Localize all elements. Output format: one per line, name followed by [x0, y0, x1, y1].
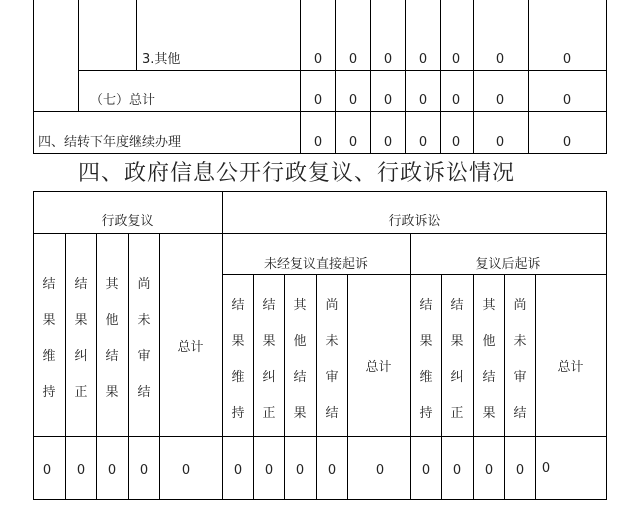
post-col-label: 其 他 结 果 [482, 298, 496, 421]
row-carryover-label: 四、结转下年度继续办理 [38, 135, 182, 150]
upper-col-5 [473, 0, 474, 153]
upper-border-right [606, 0, 607, 153]
row-other-value: 0 [451, 52, 461, 67]
row-carryover-value: 0 [313, 135, 323, 150]
direct-col-label: 其 他 结 果 [293, 298, 307, 421]
upper-hline-3 [33, 153, 607, 154]
admin-review-header: 行政复议 [101, 214, 154, 229]
admin-litigation-header: 行政诉讼 [388, 214, 441, 229]
row-other-label: 3.其他 [142, 52, 181, 67]
row-subtotal-value: 0 [562, 93, 572, 108]
lower-top-border [33, 191, 607, 192]
upper-border-left [33, 0, 34, 153]
post-col [504, 274, 505, 500]
review-col-label: 结 果 维 持 [42, 277, 56, 400]
row-other-value: 0 [383, 52, 393, 67]
review-total-value: 0 [181, 463, 191, 478]
row-carryover-value: 0 [451, 135, 461, 150]
direct-value: 0 [233, 463, 243, 478]
direct-col [253, 274, 254, 500]
direct-col [316, 274, 317, 500]
direct-col-label: 结 果 维 持 [231, 298, 245, 421]
review-col [65, 233, 66, 500]
direct-value: 0 [295, 463, 305, 478]
upper-col-1 [335, 0, 336, 153]
direct-litigation-header: 未经复议直接起诉 [263, 257, 368, 272]
row-subtotal-label: （七）总计 [90, 93, 156, 108]
post-total-label: 总计 [557, 360, 584, 375]
review-value: 0 [42, 463, 52, 478]
post-value: 0 [452, 463, 462, 478]
review-col [159, 233, 160, 500]
post-col-label: 尚 未 审 结 [513, 298, 527, 421]
upper-hline-2 [33, 111, 607, 112]
post-value: 0 [515, 463, 525, 478]
review-value: 0 [76, 463, 86, 478]
post-col [441, 274, 442, 500]
row-other-value: 0 [418, 52, 428, 67]
direct-total-label: 总计 [365, 360, 392, 375]
lower-subheader-sep [222, 274, 607, 275]
section-title: 四、政府信息公开行政复议、行政诉讼情况 [78, 161, 516, 186]
direct-post-divider [410, 233, 411, 500]
upper-col-6 [528, 0, 529, 153]
row-carryover-value: 0 [348, 135, 358, 150]
review-value: 0 [139, 463, 149, 478]
row-subtotal-value: 0 [451, 93, 461, 108]
upper-col-4 [440, 0, 441, 153]
review-value: 0 [107, 463, 117, 478]
row-carryover-value: 0 [418, 135, 428, 150]
direct-col-label: 尚 未 审 结 [325, 298, 339, 421]
review-total-label: 总计 [177, 340, 204, 355]
direct-value: 0 [264, 463, 274, 478]
row-carryover-value: 0 [383, 135, 393, 150]
post-value: 0 [484, 463, 494, 478]
review-col-label: 结 果 纠 正 [74, 277, 88, 400]
row-subtotal-value: 0 [313, 93, 323, 108]
lower-border-left [33, 191, 34, 500]
post-col-label: 结 果 纠 正 [450, 298, 464, 421]
upper-divider-item [136, 0, 137, 70]
lower-bottom-border [33, 499, 607, 500]
row-carryover-value: 0 [495, 135, 505, 150]
direct-total-value: 0 [375, 463, 385, 478]
row-other-value: 0 [495, 52, 505, 67]
lower-review-litigation-divider [222, 191, 223, 500]
review-col [128, 233, 129, 500]
lower-header-sep [33, 233, 607, 234]
review-col-label: 尚 未 审 结 [137, 277, 151, 400]
row-other-value: 0 [562, 52, 572, 67]
upper-col-3 [405, 0, 406, 153]
direct-col-label: 结 果 纠 正 [262, 298, 276, 421]
lower-border-right [606, 191, 607, 500]
post-value: 0 [421, 463, 431, 478]
row-other-value: 0 [313, 52, 323, 67]
upper-divider-values [300, 0, 301, 153]
upper-col-2 [370, 0, 371, 153]
row-subtotal-value: 0 [383, 93, 393, 108]
review-col-label: 其 他 结 果 [105, 277, 119, 400]
row-subtotal-value: 0 [495, 93, 505, 108]
upper-divider-sub [78, 0, 79, 111]
post-review-litigation-header: 复议后起诉 [475, 257, 541, 272]
post-total-value: 0 [541, 461, 551, 476]
direct-col [284, 274, 285, 500]
direct-value: 0 [327, 463, 337, 478]
review-col [96, 233, 97, 500]
post-col [473, 274, 474, 500]
upper-hline-1 [78, 70, 607, 71]
row-subtotal-value: 0 [348, 93, 358, 108]
direct-col [347, 274, 348, 500]
post-col-label: 结 果 维 持 [419, 298, 433, 421]
row-other-value: 0 [348, 52, 358, 67]
row-subtotal-value: 0 [418, 93, 428, 108]
row-carryover-value: 0 [562, 135, 572, 150]
